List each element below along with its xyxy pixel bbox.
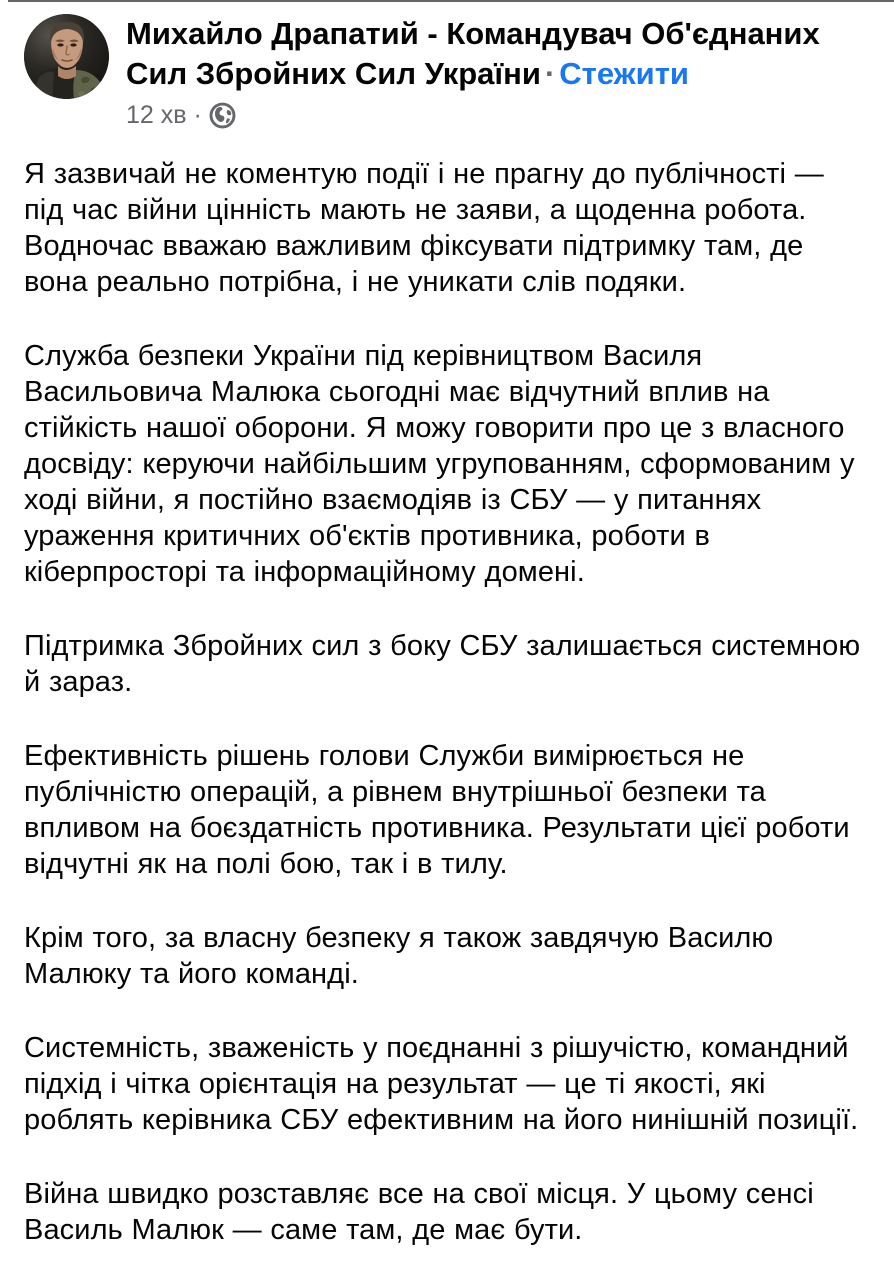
post-header [24,14,870,130]
name-separator: · [544,56,556,91]
post-body [24,156,870,1248]
post-paragraph: Ефективність рішень голови Служби вимірюється не публічністю операцій, а рівнем внутрішньої безпеки та впливом на боєздатність противника. Результати цієї роботи відчутні як на полі бою, так і в тилу. [24,740,850,880]
post-paragraph: Системність, зваженість у поєднанні з рішучістю, командний підхід і чітка орієнтація на результат — це ті якості, які роблять керівника СБУ ефективним на його нинішній позиції. [24,1032,859,1136]
meta-separator: · [193,101,202,129]
post-paragraph: Я зазвичай не коментую події і не прагну до публічності — під час війни цінність мають не заяви, а щоденна робота. Водночас вважаю важливим фіксувати підтримку там, де вона реально потрібна, і не уникати слів подяки. [24,158,824,298]
post-paragraph: Крім того, за власну безпеку я також завдячую Василю Малюку та його команді. [24,922,774,990]
globe-public-icon [209,102,236,129]
post-meta [126,100,870,130]
screenshot-top-edge [8,0,894,2]
post-paragraph: Підтримка Збройних сил з боку СБУ залишається системною й зараз. [24,630,861,698]
profile-photo-icon [24,14,109,99]
header-text [126,14,870,130]
post-paragraph: Війна швидко розставляє все на свої місця. У цьому сенсі Василь Малюк — саме там, де має бути. [24,1178,814,1246]
page-name-line [126,14,870,94]
avatar[interactable] [24,14,109,99]
post-paragraph: Служба безпеки України під керівництвом Василя Васильовича Малюка сьогодні має відчутний вплив на стійкість нашої оборони. Я можу говорити про це з власного досвіду: керуючи найбільшим угрупованням, сформованим у ході війни, я постійно взаємодіяв із СБУ — у питаннях ураження критичних об'єктів противника, роботи в кіберпросторі та інформаційному домені. [24,340,855,588]
follow-button[interactable]: Стежити [559,56,689,91]
timestamp[interactable]: 12 хв [126,101,187,129]
page-name-link[interactable]: Михайло Драпатий - Командувач Об'єднаних Сил Збройних Сил України [126,16,820,91]
